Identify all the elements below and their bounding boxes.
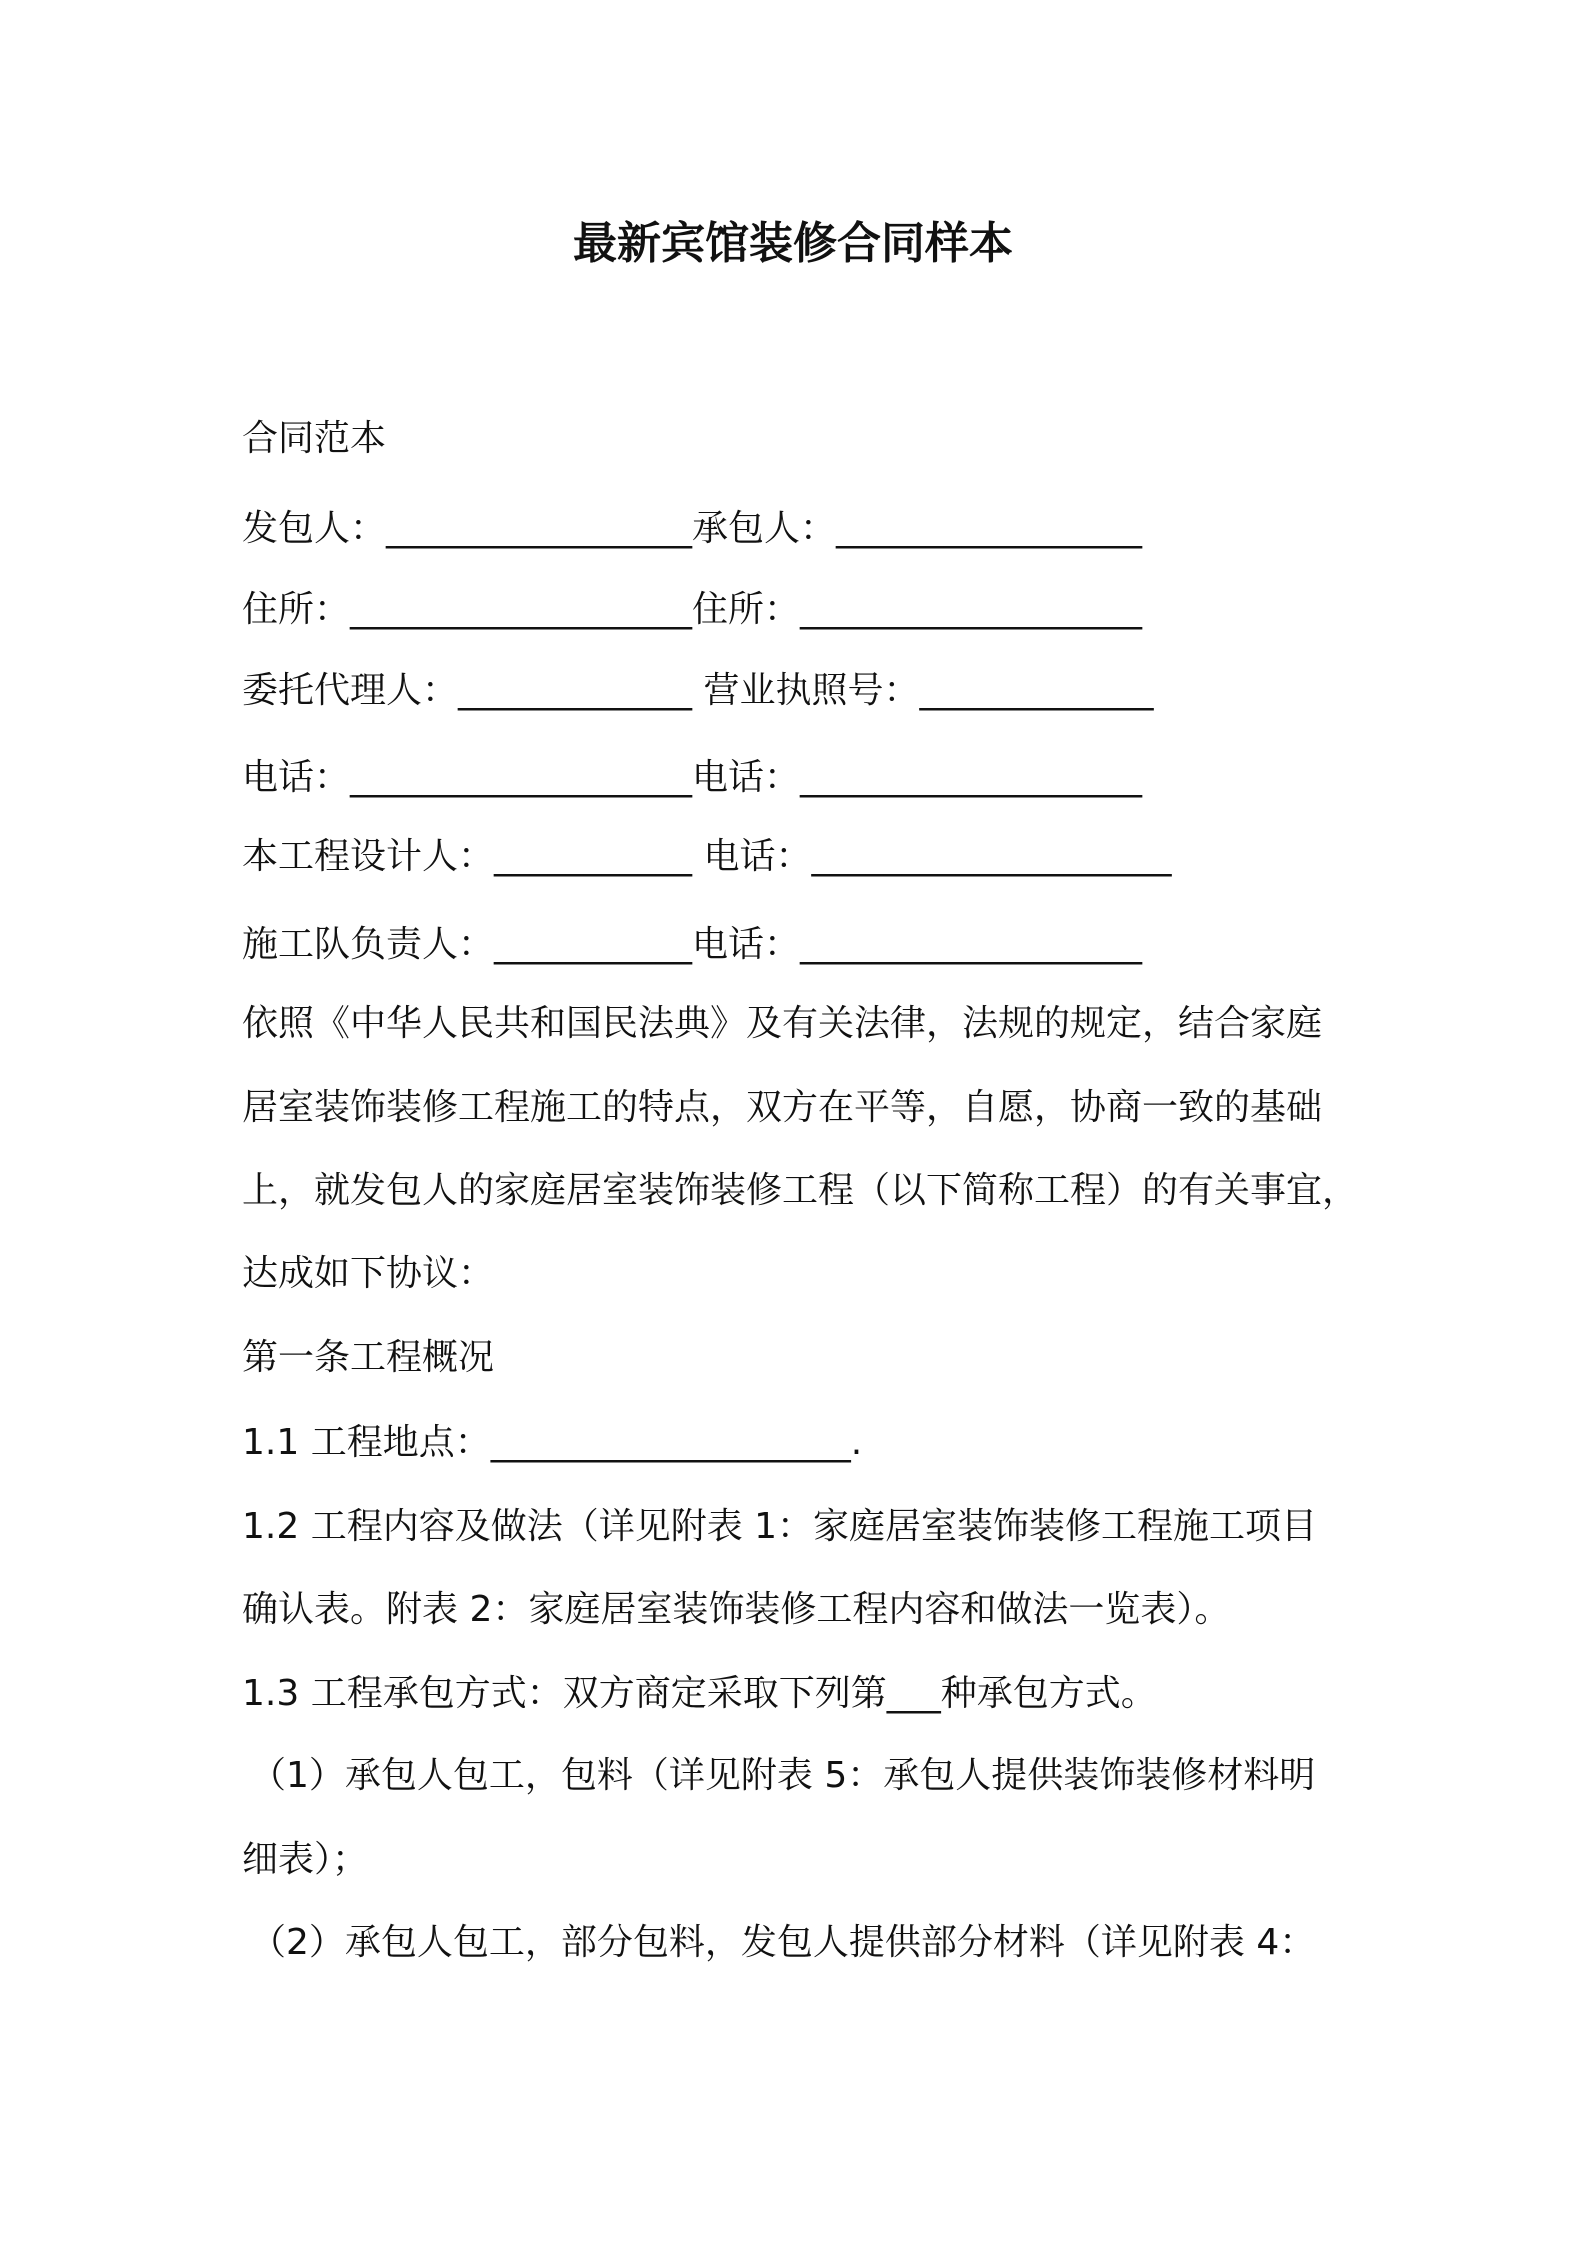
party-line-team-leader: 施工队负责人：___________电话：___________________ (242, 924, 1143, 965)
clause-line: 1.2 工程内容及做法（详见附表 1：家庭居室装饰装修工程施工项目 (242, 1506, 1318, 1547)
party-line-agent-license: 委托代理人：_____________ 营业执照号：_____________ (242, 670, 1154, 711)
article-heading: 第一条工程概况 (242, 1337, 495, 1378)
section-heading-contract-template: 合同范本 (242, 418, 387, 459)
body-paragraph-line: 依照《中华人民共和国民法典》及有关法律，法规的规定，结合家庭 (242, 1003, 1323, 1044)
clause-option-line: （2）承包人包工，部分包料，发包人提供部分材料（详见附表 4： (250, 1922, 1316, 1963)
clause-line: 确认表。附表 2：家庭居室装饰装修工程内容和做法一览表）。 (242, 1589, 1231, 1630)
party-line-contractor: 发包人：_________________承包人：_________________ (242, 508, 1143, 549)
body-paragraph-line: 达成如下协议： (242, 1253, 495, 1294)
clause-option-line: （1）承包人包工，包料（详见附表 5：承包人提供装饰装修材料明 (250, 1755, 1316, 1796)
clause-option-line: 细表）； (242, 1839, 369, 1880)
party-line-designer: 本工程设计人：___________ 电话：____________________ (242, 836, 1172, 877)
clause-line: 1.3 工程承包方式：双方商定采取下列第___种承包方式。 (242, 1673, 1157, 1714)
body-paragraph-line: 居室装饰装修工程施工的特点，双方在平等，自愿，协商一致的基础 (242, 1087, 1323, 1128)
document-title: 最新宾馆装修合同样本 (573, 218, 1013, 269)
body-paragraph-line: 上，就发包人的家庭居室装饰装修工程（以下简称工程）的有关事宜， (242, 1170, 1359, 1211)
party-line-address: 住所：___________________住所：___________________ (242, 589, 1143, 630)
clause-line: 1.1 工程地点：____________________. (242, 1422, 863, 1463)
party-line-phone: 电话：___________________电话：___________________ (242, 757, 1143, 798)
